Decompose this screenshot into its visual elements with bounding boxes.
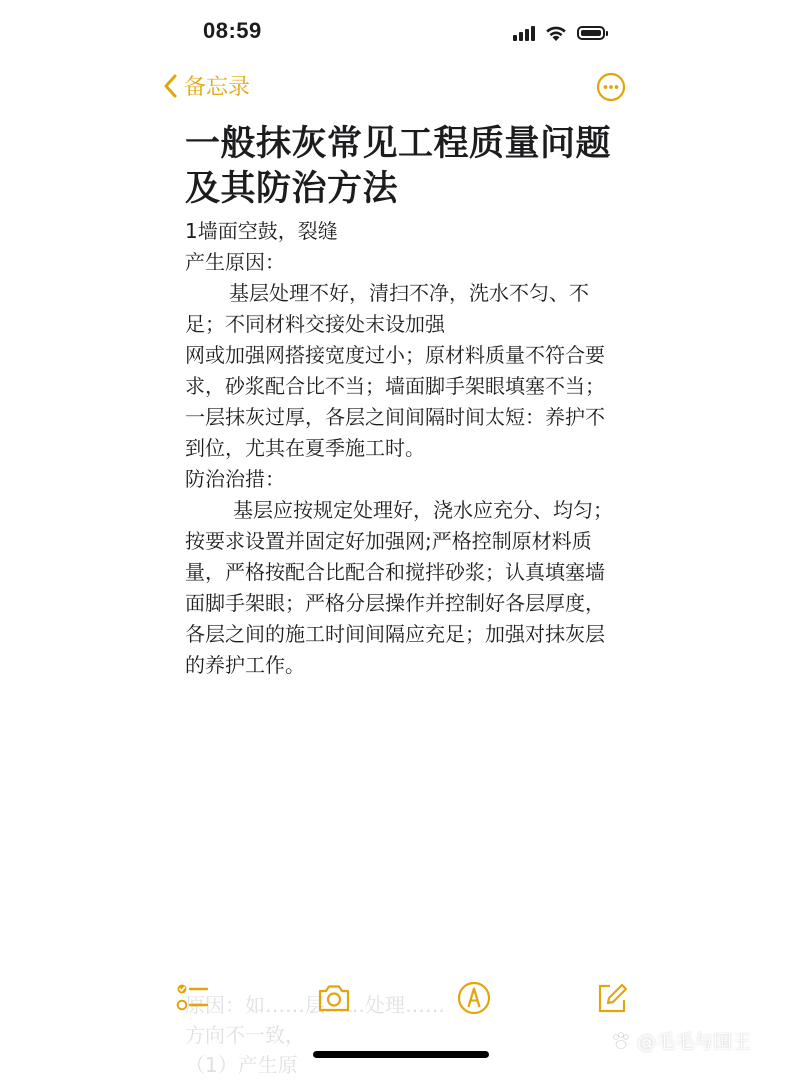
status-time: 08:59 bbox=[203, 18, 262, 43]
watermark bbox=[610, 1027, 751, 1054]
cause-text-line-2: 网或加强网搭接宽度过小；原材料质量不符合要求，砂浆配合比不当；墙面脚手架眼填塞不当；一层抹灰过厚，各层之间间隔时间太短：养护不到位，尤其在夏季施工时。 bbox=[185, 343, 605, 460]
note-body bbox=[185, 216, 615, 681]
prevention-label: 防治治措： bbox=[185, 467, 285, 491]
bottom-toolbar bbox=[0, 980, 800, 1016]
wifi-icon bbox=[545, 25, 567, 42]
status-bar bbox=[0, 0, 800, 64]
cause-label: 产生原因： bbox=[185, 250, 285, 274]
compose-icon[interactable] bbox=[594, 980, 630, 1016]
home-indicator[interactable] bbox=[313, 1051, 489, 1058]
chevron-left-icon bbox=[162, 73, 178, 99]
back-button[interactable] bbox=[162, 70, 250, 101]
back-label: 备忘录 bbox=[184, 75, 251, 100]
status-icons bbox=[513, 22, 605, 44]
nav-bar bbox=[0, 64, 800, 110]
watermark-text: @毛毛与国王 bbox=[637, 1031, 752, 1053]
faded-line: （1）产生原 bbox=[185, 1053, 298, 1077]
note-title: 一般抹灰常见工程质量问题及其防治方法 bbox=[185, 124, 612, 209]
paw-icon bbox=[610, 1030, 632, 1052]
cellular-signal-icon bbox=[513, 25, 535, 41]
faded-line: 方向不一致， bbox=[185, 1023, 305, 1047]
camera-icon[interactable] bbox=[316, 980, 352, 1016]
checklist-icon[interactable] bbox=[174, 980, 210, 1016]
markup-pen-icon[interactable] bbox=[456, 980, 492, 1016]
prevention-text: 基层应按规定处理好，浇水应充分、均匀；按要求设置并固定好加强网;严格控制原材料质量，严格按配合比配合和搅拌砂浆；认真填塞墙面脚手架眼；严格分层操作并控制好各层厚度，各层之间的施工时间间隔应充足；加强对抹灰层的养护工作。 bbox=[185, 498, 613, 677]
ellipsis-circle-icon[interactable] bbox=[596, 72, 626, 102]
cause-text-line-1: 基层处理不好，清扫不净，洗水不匀、不足；不同材料交接处末设加强 bbox=[185, 281, 589, 336]
note-content[interactable] bbox=[185, 122, 615, 681]
faded-line: 原因：如……层……处理…… bbox=[185, 993, 445, 1017]
battery-icon bbox=[577, 26, 605, 40]
section-heading: 1墙面空鼓，裂缝 bbox=[185, 219, 338, 243]
